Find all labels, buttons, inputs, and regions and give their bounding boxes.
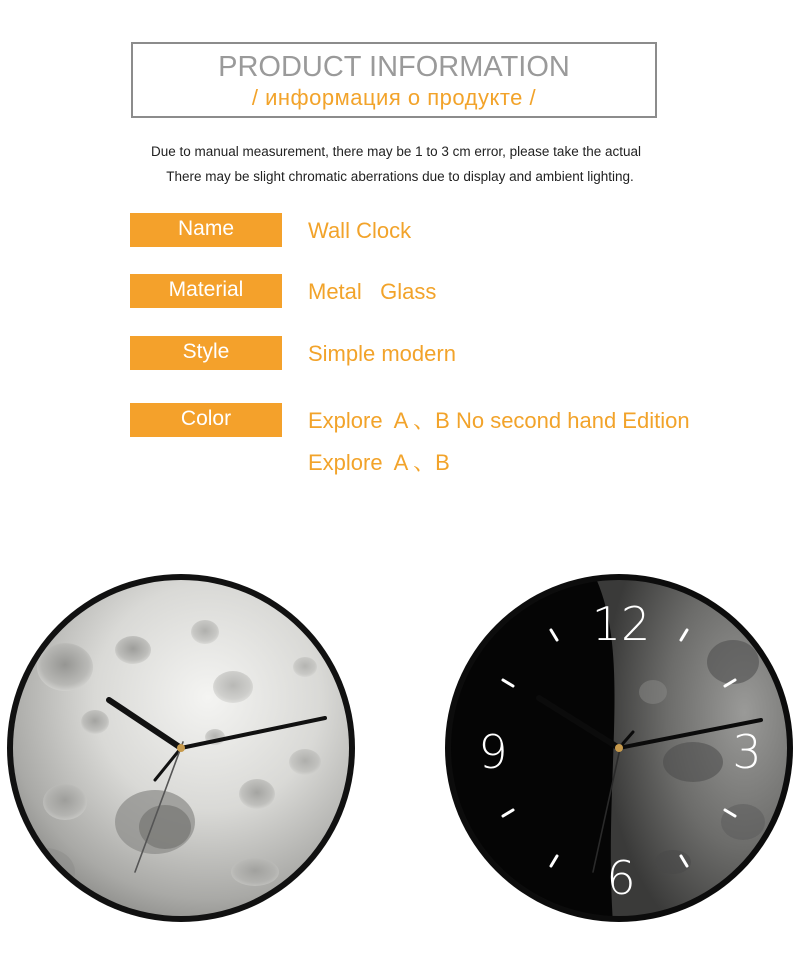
measurement-note: Due to manual measurement, there may be 1 to 3 cm error, please take the actual	[150, 144, 641, 159]
clock-b-numeral-3: 3	[732, 725, 762, 779]
spec-value-name: Wall Clock	[308, 218, 412, 243]
spec-label-material: Material	[130, 274, 282, 308]
title-russian: / информация о продукте /	[251, 85, 537, 110]
product-information-title-box	[131, 42, 657, 118]
spec-label-style: Style	[130, 336, 282, 370]
clock-b-numeral-6: 6	[606, 851, 636, 905]
clock-a-center-pin	[177, 744, 185, 752]
clock-b-numeral-9: 9	[478, 725, 508, 779]
title-english: PRODUCT INFORMATION	[218, 51, 570, 83]
spec-label-name: Name	[130, 213, 282, 247]
spec-label-color: Color	[130, 403, 282, 437]
spec-value-color-2: Explore A 、B	[308, 450, 450, 475]
moon-clock-explore-a	[5, 572, 357, 924]
spec-value-color-1: Explore A 、B No second hand Edition	[308, 408, 690, 433]
spec-value-style: Simple modern	[308, 341, 456, 366]
clock-b-center-pin	[615, 744, 623, 752]
chromatic-note: There may be slight chromatic aberrations due to display and ambient lighting.	[166, 169, 634, 184]
clock-b-numeral-12: 12	[591, 597, 651, 651]
spec-value-material: Metal Glass	[308, 279, 437, 304]
moon-clock-explore-b	[443, 572, 795, 924]
